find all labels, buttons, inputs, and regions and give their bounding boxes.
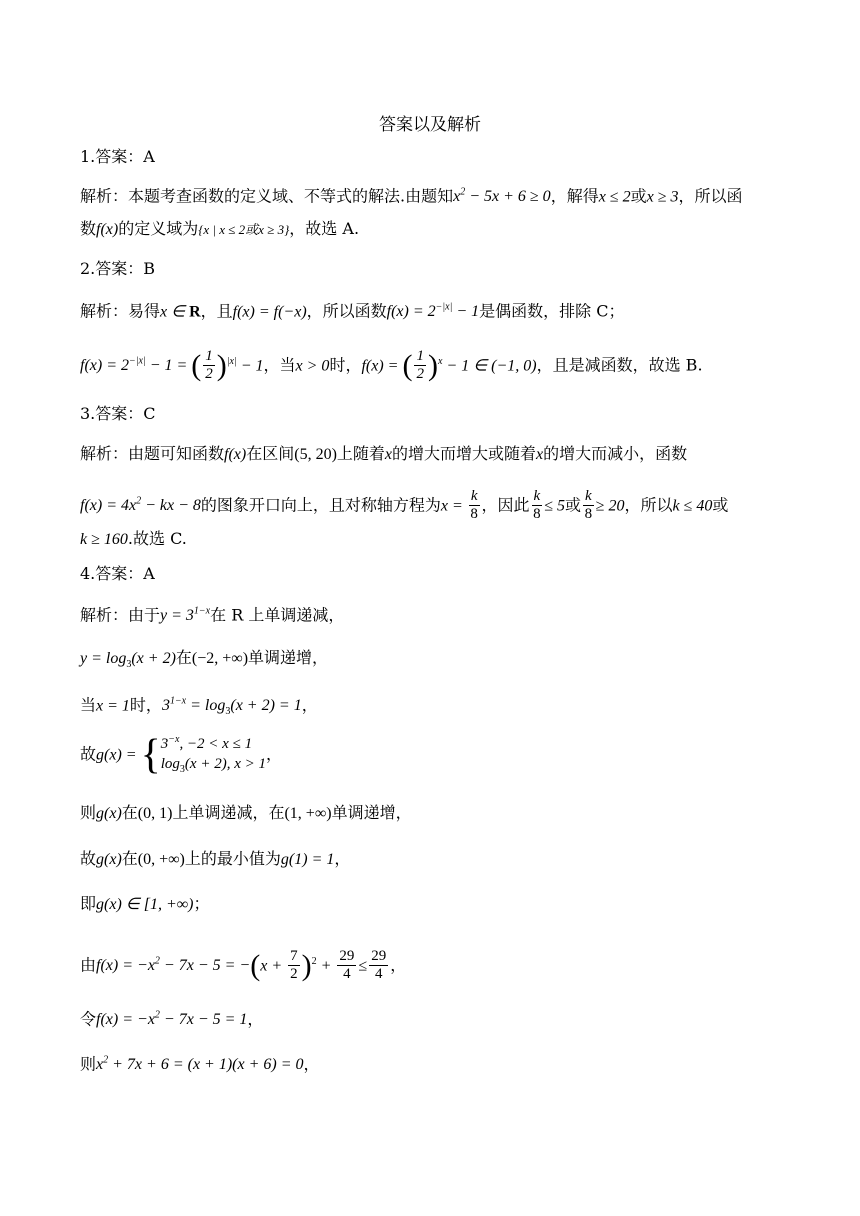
q4-answer: 4.答案：A	[80, 564, 155, 583]
q4-line2: $y = \log_3(x + 2)$在(−2, +∞)单调递增，	[80, 648, 329, 671]
q3-line1: 解析：由题可知函数f(x)在区间(5, 20)上随着x的增大而增大或随着x的增大而减小，函数	[80, 444, 688, 463]
q4-line5: 则g(x)在(0, 1)上单调递减，在(1, +∞)单调递增，	[80, 803, 412, 822]
page-title: 答案以及解析	[379, 115, 481, 135]
q4-line6: 故g(x)在(0, +∞)上的最小值为g(1) = 1，	[80, 849, 351, 868]
q2-line2: $f(x) = 2^{-|x|} - 1$ = ( $\frac{1}{2}$ )$^{|x|}$ − 1，当x > 0时，f(x) = ( $\frac{1}{2}$ )$^x$ − 1 ∈ (−1, 0)，且是减函数，故选 B.	[80, 348, 703, 383]
q2-line1: 解析：易得x ∈ R，且f(x) = f(−x)，所以函数$f(x) = 2^{-|x|} - 1$是偶函数，排除 C；	[80, 301, 625, 321]
q2-answer: 2.答案：B	[80, 259, 156, 278]
q3-line3: k ≥ 160.故选 C.	[80, 529, 187, 548]
q4-line1: 解析：由于$y = 3^{1-x}$在 R 上单调递减，	[80, 605, 345, 625]
q4-line4: 故g(x) = { $3^{-x}$, −2 < x ≤ 1 $\log_3(x + 2)$, x > 1 ，	[80, 732, 282, 778]
q4-line10: 则$x^2 + 7x + 6 = (x + 1)(x + 6) = 0$，	[80, 1054, 320, 1074]
q4-line7: 即g(x) ∈ [1, +∞)；	[80, 894, 210, 913]
q1-line1: 解析：本题考查函数的定义域、不等式的解法.由题知$x^2 - 5x + 6 \ge 0$，解得x ≤ 2或x ≥ 3，所以函	[80, 186, 743, 206]
q4-line3: 当x = 1时，$3^{1-x} = \log_3(x + 2) = 1$，	[80, 695, 318, 718]
q4-line8: 由$f(x) = -x^2 - 7x - 5 = -(x$ + $\frac{7}{2}$ )$^2$ + $\frac{29}{4}$ ≤ $\frac{29}{4}$ ，	[80, 948, 407, 983]
q4-line9: 令$f(x) = -x^2 - 7x - 5 = 1$，	[80, 1009, 264, 1029]
q3-answer: 3.答案：C	[80, 404, 156, 423]
q1-line2: 数f(x)的定义域为{x | x ≤ 2或x ≥ 3}，故选 A.	[80, 219, 360, 238]
q3-line2: $f(x) = 4x^2$ − kx − 8的图象开口向上，且对称轴方程为x = $\frac{k}{8}$ ，因此 $\frac{k}{8}$ ≤ 5或 $\frac{k}{8}$ ≥ 20，所以k ≤ 40或	[80, 488, 729, 523]
q1-answer: 1.答案：A	[80, 147, 155, 166]
